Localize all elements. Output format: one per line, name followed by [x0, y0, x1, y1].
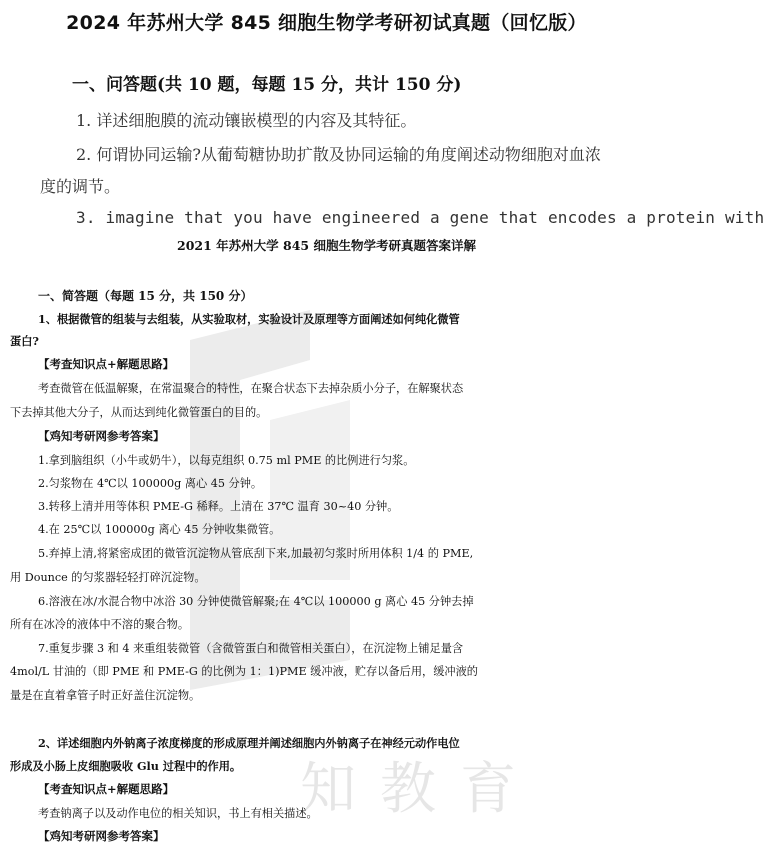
q1-answer-line: 4.在 25℃以 100000g 离心 45 分钟收集微管。 [38, 523, 281, 536]
section-heading: 一、问答题(共 10 题，每题 15 分，共计 150 分) [72, 75, 462, 95]
q2-line2: 形成及小肠上皮细胞吸收 Glu 过程中的作用。 [10, 759, 242, 773]
q1-answer-line: 2.匀浆物在 4℃以 100000g 离心 45 分钟。 [38, 477, 263, 490]
q1-answer-line: 1.拿到脑组织（小牛或奶牛），以每克组织 0.75 ml PME 的比例进行匀浆。 [38, 454, 415, 467]
q1-answer-line: 4mol/L 甘油的（即 PME 和 PME-G 的比例为 1：1)PME 缓冲液，贮存以备后用，缓冲液的 [10, 665, 478, 678]
q1-answer-line: 7.重复步骤 3 和 4 来重组装微管（含微管蛋白和微管相关蛋白），在沉淀物上铺足量含 [38, 642, 464, 655]
q1-answer-label: 【鸡知考研网参考答案】 [38, 429, 165, 443]
q1-line1: 1、根据微管的组装与去组装，从实验取材，实验设计及原理等方面阐述如何纯化微管 [38, 312, 460, 326]
question-3-clip [0, 203, 764, 227]
q1-answer-line: 5.弃掉上清,将紧密成团的微管沉淀物从管底刮下来,加最初匀浆时所用体积 1/4 的 PME, [38, 547, 474, 560]
q1-analysis-label: 【考查知识点+解题思路】 [38, 357, 175, 371]
q1-answer-line: 所有在冰冷的液体中不溶的聚合物。 [10, 618, 190, 631]
question-3: 3. imagine that you have engineered a gene that encodes a protein with [76, 208, 764, 227]
question-2: 2. 何谓协同运输?从葡萄糖协助扩散及协同运输的角度阐述动物细胞对血浓 [76, 145, 601, 164]
q2-analysis-label: 【考查知识点+解题思路】 [38, 782, 175, 796]
q1-line2: 蛋白? [10, 334, 39, 348]
q1-answer-line: 用 Dounce 的匀浆器轻轻打碎沉淀物。 [10, 571, 206, 584]
q1-analysis-line: 考查微管在低温解聚，在常温聚合的特性，在聚合状态下去掉杂质小分子，在解聚状态 [38, 382, 464, 395]
question-1: 1. 详述细胞膜的流动镶嵌模型的内容及其特征。 [76, 111, 417, 130]
q1-answer-line: 量是在直着拿管子时正好盖住沉淀物。 [10, 689, 201, 702]
q2-answer-label: 【鸡知考研网参考答案】 [38, 829, 165, 843]
answer-doc-title: 2021 年苏州大学 845 细胞生物学考研真题答案详解 [177, 238, 476, 253]
question-2-cont: 度的调节。 [40, 177, 121, 196]
watermark-text: 知教育 [300, 757, 540, 822]
answer-section-heading: 一、简答题（每题 15 分，共 150 分） [38, 289, 253, 303]
q1-analysis-line: 下去掉其他大分子，从而达到纯化微管蛋白的目的。 [10, 406, 268, 419]
page-title: 2024 年苏州大学 845 细胞生物学考研初试真题（回忆版） [66, 12, 587, 34]
q1-answer-line: 6.溶液在冰/水混合物中冰浴 30 分钟使微管解聚;在 4℃以 100000 g 离心 45 分钟去掉 [38, 595, 474, 608]
q2-line1: 2、详述细胞内外钠离子浓度梯度的形成原理并阐述细胞内外钠离子在神经元动作电位 [38, 736, 460, 750]
q2-analysis-line: 考查钠离子以及动作电位的相关知识，书上有相关描述。 [38, 807, 318, 820]
q1-answer-line: 3.转移上清并用等体积 PME-G 稀释。上清在 37℃ 温育 30~40 分钟。 [38, 500, 399, 513]
